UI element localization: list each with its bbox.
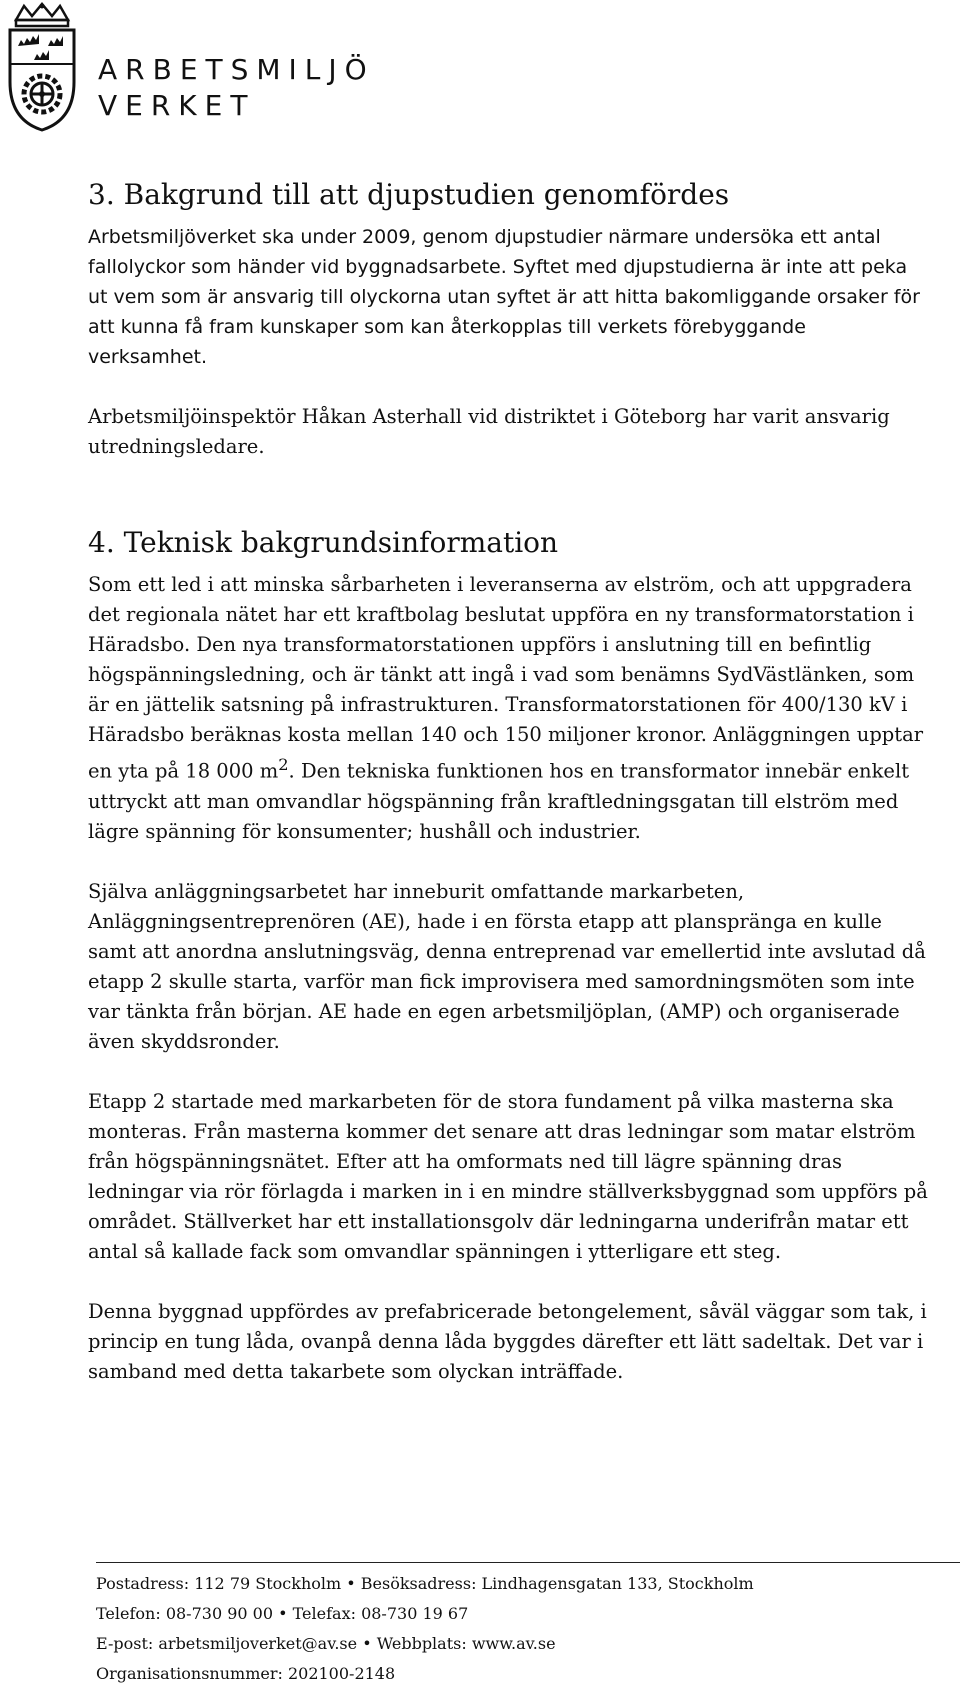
logo-wordmark (98, 52, 375, 124)
superscript: 2 (278, 755, 289, 774)
footer-contact: E-post: arbetsmiljoverket@av.se • Webbplats: www.av.se (96, 1634, 556, 1653)
section-4-paragraph-4: Denna byggnad uppfördes av prefabricerade betongelement, såväl väggar som tak, i princip en tung låda, ovanpå denna låda byggdes därefter ett lätt sadeltak. Det var i samband med detta takarbete som olyckan inträffade. (88, 1299, 927, 1383)
footer-phone: Telefon: 08-730 90 00 • Telefax: 08-730 19 67 (96, 1604, 469, 1623)
footer-org-number: Organisationsnummer: 202100-2148 (96, 1664, 396, 1683)
swedish-coat-of-arms-icon (2, 2, 82, 134)
document-body (88, 176, 928, 1417)
section-4-heading: 4. Teknisk bakgrundsinformation (88, 526, 559, 559)
logo-line-2: VERKET (98, 89, 256, 122)
logo-line-1: ARBETSMILJÖ (98, 53, 375, 86)
paragraph-text: Som ett led i att minska sårbarheten i leveranserna av elström, och att uppgradera det regionala nätet har ett kraftbolag beslutat uppföra en ny transformatorstation i Häradsbo. Den nya transformatorstationen uppförs i anslutning till en befintlig högspänningsledning, och är tänkt att ingå i vad som benämns SydVästlänken, som är en jättelik satsning på infrastrukturen. Transformatorstationen för 400/130 kV i Häradsbo beräknas kosta mellan 140 och 150 miljoner kronor. Anläggningen upptar en yta på 18 000 m (88, 573, 924, 783)
paragraph-text: . Den tekniska funktionen hos en transformator innebär enkelt uttryckt att man omvandlar högspänning från kraftledningsgatan till elström med lägre spänning för konsumenter; hushåll och industrier. (88, 759, 910, 843)
section-4-paragraph-1 (88, 570, 928, 847)
section-4-paragraph-3: Etapp 2 startade med markarbeten för de stora fundament på vilka masterna ska monteras. Från masterna kommer det senare att dras ledningar som matar elström från högspänningsnätet. Efter att ha omformats ned till lägre spänning dras ledningar via rör förlagda i marken in i en mindre ställverksbyggnad som uppförs på området. Ställverket har ett installationsgolv där ledningarna underifrån matar ett antal så kallade fack som omvandlar spänningen i ytterligare ett steg. (88, 1089, 928, 1263)
section-4-paragraph-2: Själva anläggningsarbetet har inneburit omfattande markarbeten, Anläggningsentreprenören (AE), hade i en första etapp att planspränga en kulle samt att anordna anslutningsväg, denna entreprenad var emellertid inte avslutad då etapp 2 skulle starta, varför man fick improvisera med samordningsmöten som inte var tänkta från början. AE hade en egen arbetsmiljöplan, (AMP) och organiserade även skyddsronder. (88, 879, 926, 1053)
agency-logo (0, 0, 375, 145)
section-3-paragraph-2: Arbetsmiljöinspektör Håkan Asterhall vid distriktet i Göteborg har varit ansvarig utredningsledare. (88, 405, 890, 458)
section-3-paragraph-1: Arbetsmiljöverket ska under 2009, genom djupstudier närmare undersöka ett antal fallolyckor som händer vid byggnadsarbete. Syftet med djupstudierna är inte att peka ut vem som är ansvarig till olyckorna utan syftet är att hitta bakomliggande orsaker för att kunna få fram kunskaper som kan återkopplas till verkets förebyggande verksamhet. (88, 226, 920, 368)
footer-address: Postadress: 112 79 Stockholm • Besöksadress: Lindhagensgatan 133, Stockholm (96, 1574, 754, 1593)
page-footer (96, 1562, 960, 1689)
section-3-heading: 3. Bakgrund till att djupstudien genomfördes (88, 178, 730, 211)
